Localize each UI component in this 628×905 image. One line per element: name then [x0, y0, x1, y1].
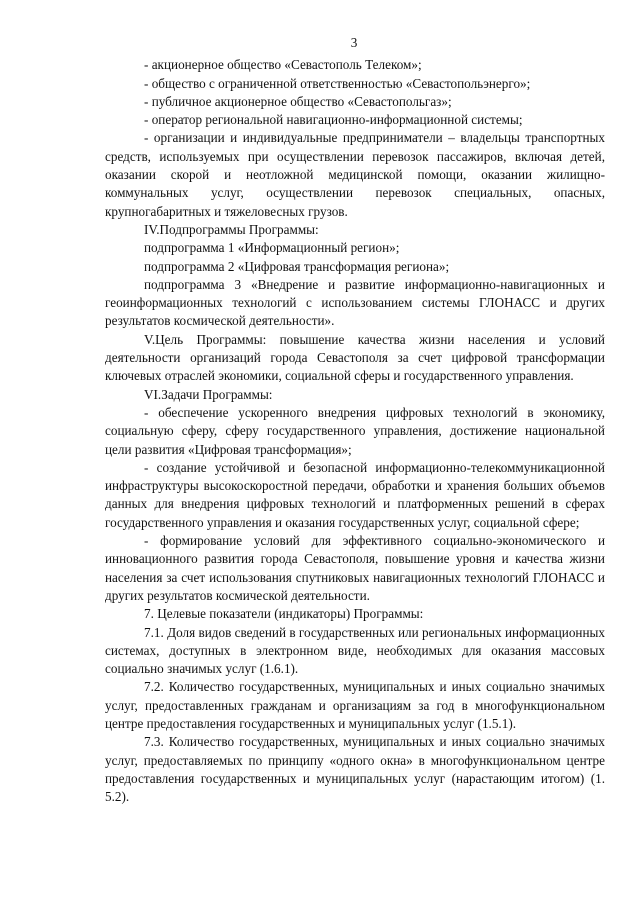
paragraph-16: 7.1. Доля видов сведений в государственных или региональных информационных системах, доступных в электронном виде, необходимых для оказания массовых социально значимых услуг (1.6.1). — [105, 624, 605, 677]
paragraph-4: - оператор региональной навигационно-информационной системы; — [144, 112, 523, 128]
paragraph-17: 7.2. Количество государственных, муниципальных и иных социально значимых услуг, предоставленных гражданам и организациям за год в многофункциональном центре предоставления государственных и муниципальных услуг (1.5.1). — [105, 679, 605, 731]
paragraph-14: - формирование условий для эффективного социально-экономического и инновационного развития города Севастополя, повышение уровня и качества жизни населения за счет использования спутниковых навигационных технологий ГЛОНАСС и других результатов космической деятельности. — [105, 533, 605, 603]
paragraph-2: - общество с ограниченной ответственностью «Севастопольэнерго»; — [144, 75, 531, 91]
section-heading-subprograms: IV.Подпрограммы Программы: — [144, 221, 319, 237]
paragraph-9: подпрограмма 3 «Внедрение и развитие информационно-навигационных и геоинформационных технологий с использованием системы ГЛОНАСС и других результатов космической деятельности». — [105, 276, 605, 329]
paragraph-5: - организации и индивидуальные предприниматели – владельцы транспортных средств, используемых при осуществлении перевозок пассажиров, включая детей, оказании скорой и неотложной медицинской помощи, оказании жилищно-коммунальных услуг, осуществлении перевозок специальных, опасных, крупногабаритных и тяжеловесных грузов. — [105, 130, 605, 219]
page-number: 3 — [350, 35, 358, 50]
section-heading-indicators: 7. Целевые показатели (индикаторы) Программы: — [144, 606, 424, 622]
paragraph-18: 7.3. Количество государственных, муниципальных и иных социально значимых услуг, предоставляемых по принципу «одного окна» в многофункциональном центре предоставления государственных и муниципальных услуг (нарастающим итогом) (1. 5.2). — [105, 734, 605, 805]
section-goal: V.Цель Программы: повышение качества жизни населения и условий деятельности организаций города Севастополя за счет цифровой трансформации ключевых отраслей экономики, социальной сферы и государственного управления. — [105, 331, 605, 384]
paragraph-3: - публичное акционерное общество «Севастопольгаз»; — [144, 93, 452, 109]
paragraph-7: подпрограмма 1 «Информационный регион»; — [144, 240, 400, 256]
section-heading-tasks: VI.Задачи Программы: — [144, 386, 273, 402]
paragraph-12: - обеспечение ускоренного внедрения цифровых технологий в экономику, социальную сферу, сферу государственного управления, достижение национальной цели развития «Цифровая трансформация»; — [105, 404, 605, 457]
paragraph-1: - акционерное общество «Севастополь Телеком»; — [144, 57, 422, 73]
paragraph-8: подпрограмма 2 «Цифровая трансформация региона»; — [144, 258, 450, 274]
document-page — [105, 34, 605, 806]
paragraph-13: - создание устойчивой и безопасной информационно-телекоммуникационной инфраструктуры высокоскоростной передачи, обработки и хранения больших объемов данных для внедрения цифровых технологий и платформенных решений в сферах государственного управления и оказания государственных услуг, социальной сфере; — [105, 459, 605, 530]
